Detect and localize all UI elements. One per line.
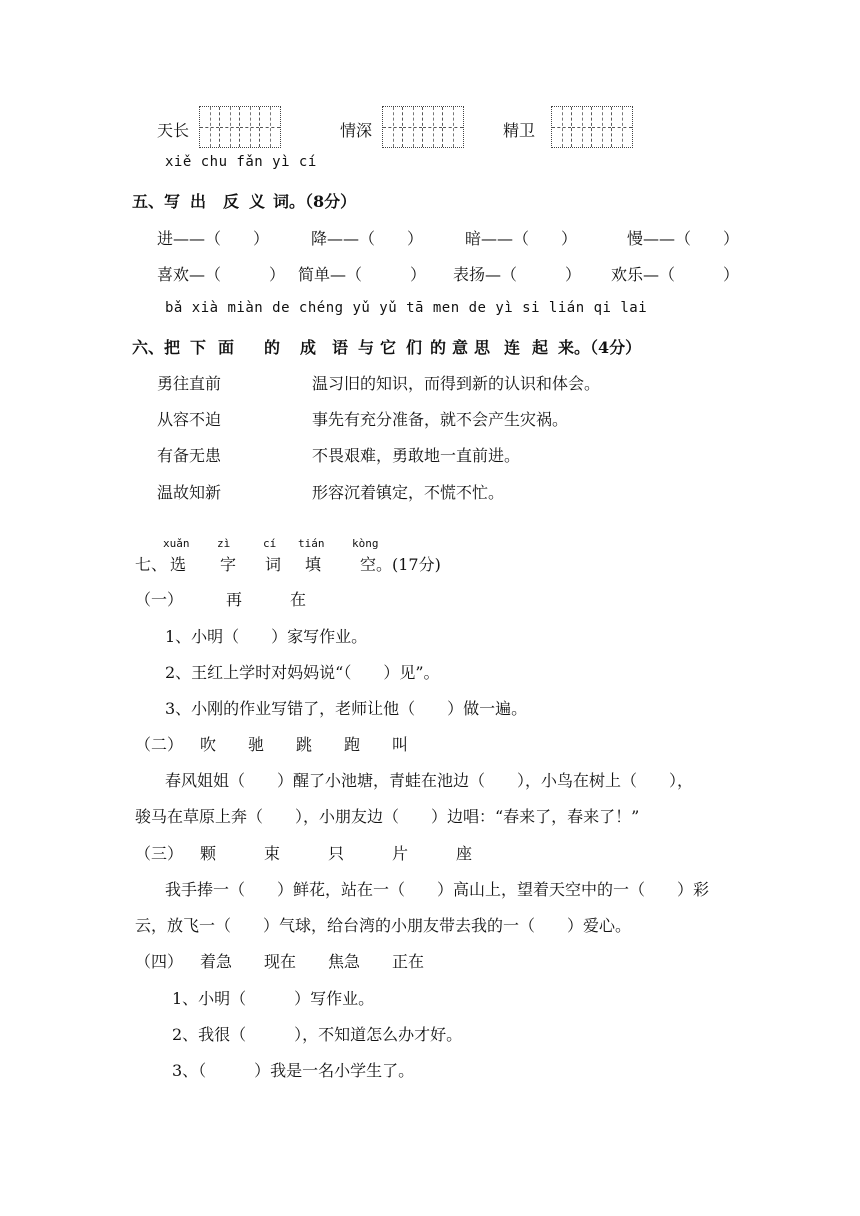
paragraph-line: 春风姐姐（ ）醒了小池塘，青蛙在池边（ ），小鸟在树上（ ），	[165, 771, 694, 790]
section-5-pinyin: xiě chu fǎn yì cí	[165, 154, 317, 170]
word-options: 再 在	[226, 590, 307, 609]
meaning-item[interactable]: 形容沉着镇定，不慌不忙。	[312, 483, 505, 502]
paragraph-line: 我手捧一（ ）鲜花，站在一（ ）高山上，望着天空中的一（ ）彩	[165, 880, 710, 899]
antonym-item: 欢乐—（ ）	[611, 265, 740, 284]
section-6-pinyin: bǎ xià miàn de chéng yǔ yǔ tā men de yì si lián qi lai	[165, 300, 648, 316]
part-label: （二）	[135, 735, 184, 754]
word-options: 着急 现在 焦急 正在	[200, 952, 425, 971]
meaning-item[interactable]: 温习旧的知识，而得到新的认识和体会。	[312, 374, 601, 393]
section-5-title: 五、写 出 反 义 词。（8分）	[132, 192, 357, 211]
paragraph-line: 云，放飞一（ ）气球，给台湾的小朋友带去我的一（ ）爱心。	[135, 916, 632, 935]
antonym-item: 表扬—（ ）	[453, 265, 582, 284]
antonym-item: 喜欢—（ ）	[157, 265, 286, 284]
word-label: 天长	[157, 121, 190, 140]
paragraph-line: 骏马在草原上奔（ ），小朋友边（ ）边唱：“春来了，春来了！”	[135, 807, 640, 826]
idiom-item[interactable]: 有备无患	[157, 446, 222, 465]
question-item: 1、小明（ ）家写作业。	[165, 627, 368, 646]
section-6-title: 六、把 下 面 的 成 语 与 它 们 的 意 思 连 起 来。（4分）	[132, 338, 642, 357]
question-item: 2、我很（ ），不知道怎么办才好。	[172, 1025, 463, 1044]
word-options: 吹 驰 跳 跑 叫	[200, 735, 409, 754]
question-item: 3、（ ）我是一名小学生了。	[172, 1061, 415, 1080]
part-label: （三）	[135, 844, 184, 863]
word-options: 颗 束 只 片 座	[200, 844, 473, 863]
question-item: 3、小刚的作业写错了，老师让他（ ）做一遍。	[165, 699, 528, 718]
part-label: （一）	[135, 590, 184, 609]
word-label: 情深	[340, 121, 373, 140]
writing-grid[interactable]	[551, 106, 633, 148]
meaning-item[interactable]: 不畏艰难，勇敢地一直前进。	[312, 446, 521, 465]
writing-grid[interactable]	[199, 106, 281, 148]
part-label: （四）	[135, 952, 184, 971]
antonym-item: 慢——（ ）	[627, 229, 740, 248]
antonym-item: 暗——（ ）	[465, 229, 578, 248]
question-item: 1、小明（ ）写作业。	[172, 989, 375, 1008]
idiom-item[interactable]: 勇往直前	[157, 374, 222, 393]
word-label: 精卫	[503, 121, 536, 140]
idiom-item[interactable]: 温故知新	[157, 483, 222, 502]
antonym-item: 简单—（ ）	[298, 265, 427, 284]
antonym-item: 进——（ ）	[157, 229, 270, 248]
meaning-item[interactable]: 事先有充分准备，就不会产生灾祸。	[312, 410, 569, 429]
idiom-item[interactable]: 从容不迫	[157, 410, 222, 429]
writing-grid[interactable]	[382, 106, 464, 148]
antonym-item: 降——（ ）	[311, 229, 424, 248]
question-item: 2、王红上学时对妈妈说“（ ）见”。	[165, 663, 440, 682]
